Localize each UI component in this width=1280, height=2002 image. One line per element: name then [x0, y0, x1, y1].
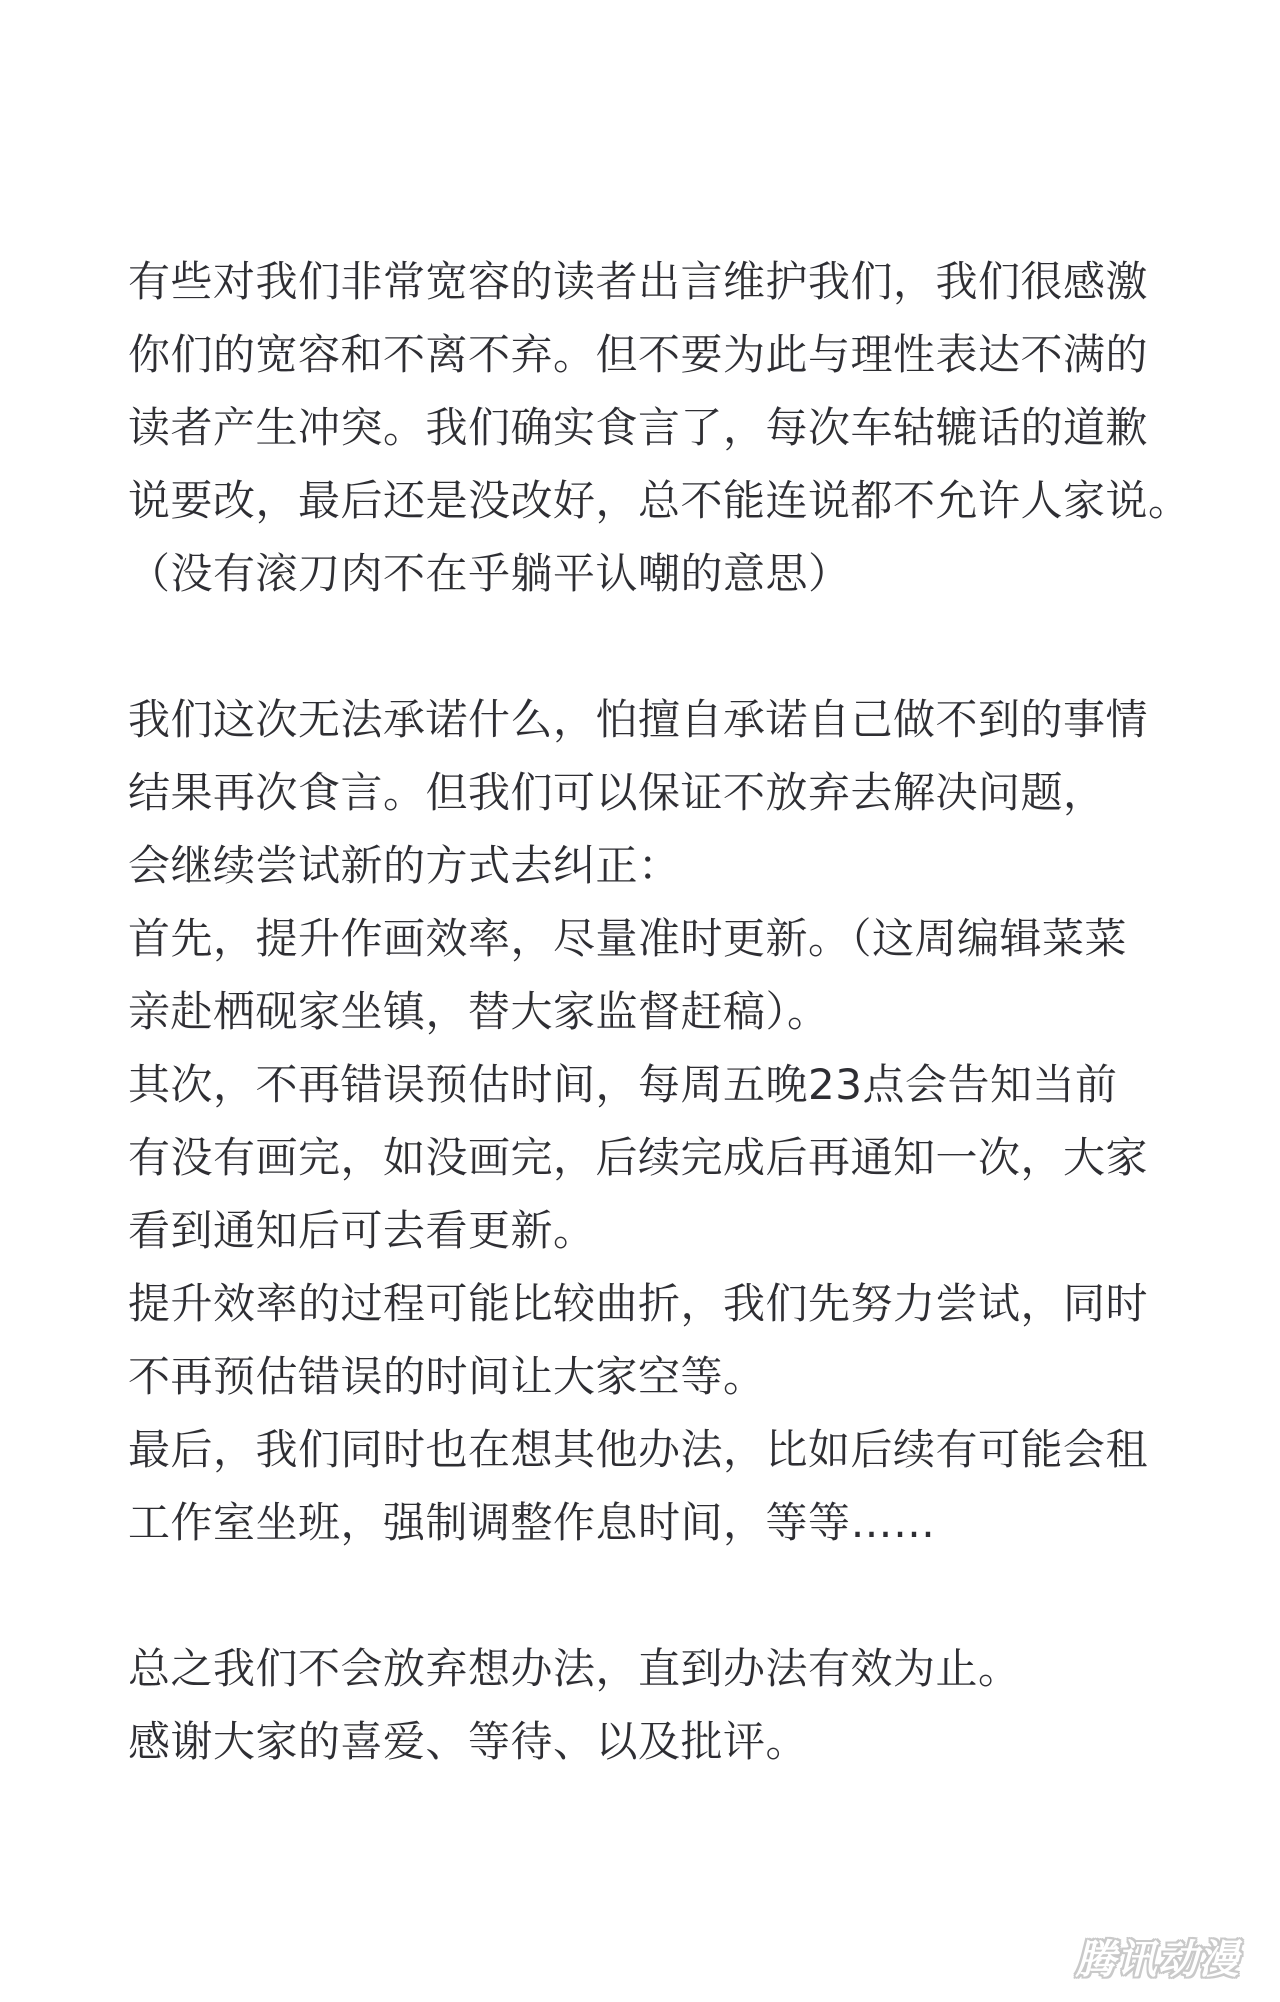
text-line: 不再预估错误的时间让大家空等。	[128, 1352, 766, 1401]
text-line: 看到通知后可去看更新。	[128, 1206, 596, 1255]
text-line: 提升效率的过程可能比较曲折，我们先努力尝试，同时	[128, 1279, 1149, 1328]
watermark-logo: 腾讯动漫	[1075, 1936, 1240, 1983]
announcement-text	[128, 245, 1248, 1778]
text-line: 总之我们不会放弃想办法，直到办法有效为止。	[128, 1644, 1021, 1693]
text-line: 有没有画完，如没画完，后续完成后再通知一次，大家	[128, 1133, 1149, 1182]
text-line: 工作室坐班，强制调整作息时间，等等……	[128, 1498, 936, 1547]
text-line: 说要改，最后还是没改好，总不能连说都不允许人家说。	[128, 476, 1191, 525]
text-line: 亲赴栖砚家坐镇，替大家监督赶稿）。	[128, 987, 830, 1036]
text-line: 你们的宽容和不离不弃。但不要为此与理性表达不满的	[128, 330, 1149, 379]
paragraph-closing	[128, 1632, 1248, 1778]
text-line: 结果再次食言。但我们可以保证不放弃去解决问题，	[128, 768, 1106, 817]
text-line: 有些对我们非常宽容的读者出言维护我们，我们很感激	[128, 257, 1149, 306]
paragraph-gap	[128, 1559, 1248, 1632]
text-line: 读者产生冲突。我们确实食言了，每次车轱辘话的道歉	[128, 403, 1149, 452]
text-line: 其次，不再错误预估时间，每周五晚23点会告知当前	[128, 1060, 1118, 1109]
text-line: 最后，我们同时也在想其他办法，比如后续有可能会租	[128, 1425, 1149, 1474]
text-line: （没有滚刀肉不在乎躺平认嘲的意思）	[128, 549, 851, 598]
paragraph-gap	[128, 610, 1248, 683]
text-line: 会继续尝试新的方式去纠正：	[128, 841, 681, 890]
text-line: 我们这次无法承诺什么，怕擅自承诺自己做不到的事情	[128, 695, 1149, 744]
paragraph-plan	[128, 683, 1248, 1559]
text-line: 感谢大家的喜爱、等待、以及批评。	[128, 1717, 809, 1766]
text-line: 首先，提升作画效率，尽量准时更新。（这周编辑菜菜	[128, 914, 1128, 963]
paragraph-apology	[128, 245, 1248, 610]
